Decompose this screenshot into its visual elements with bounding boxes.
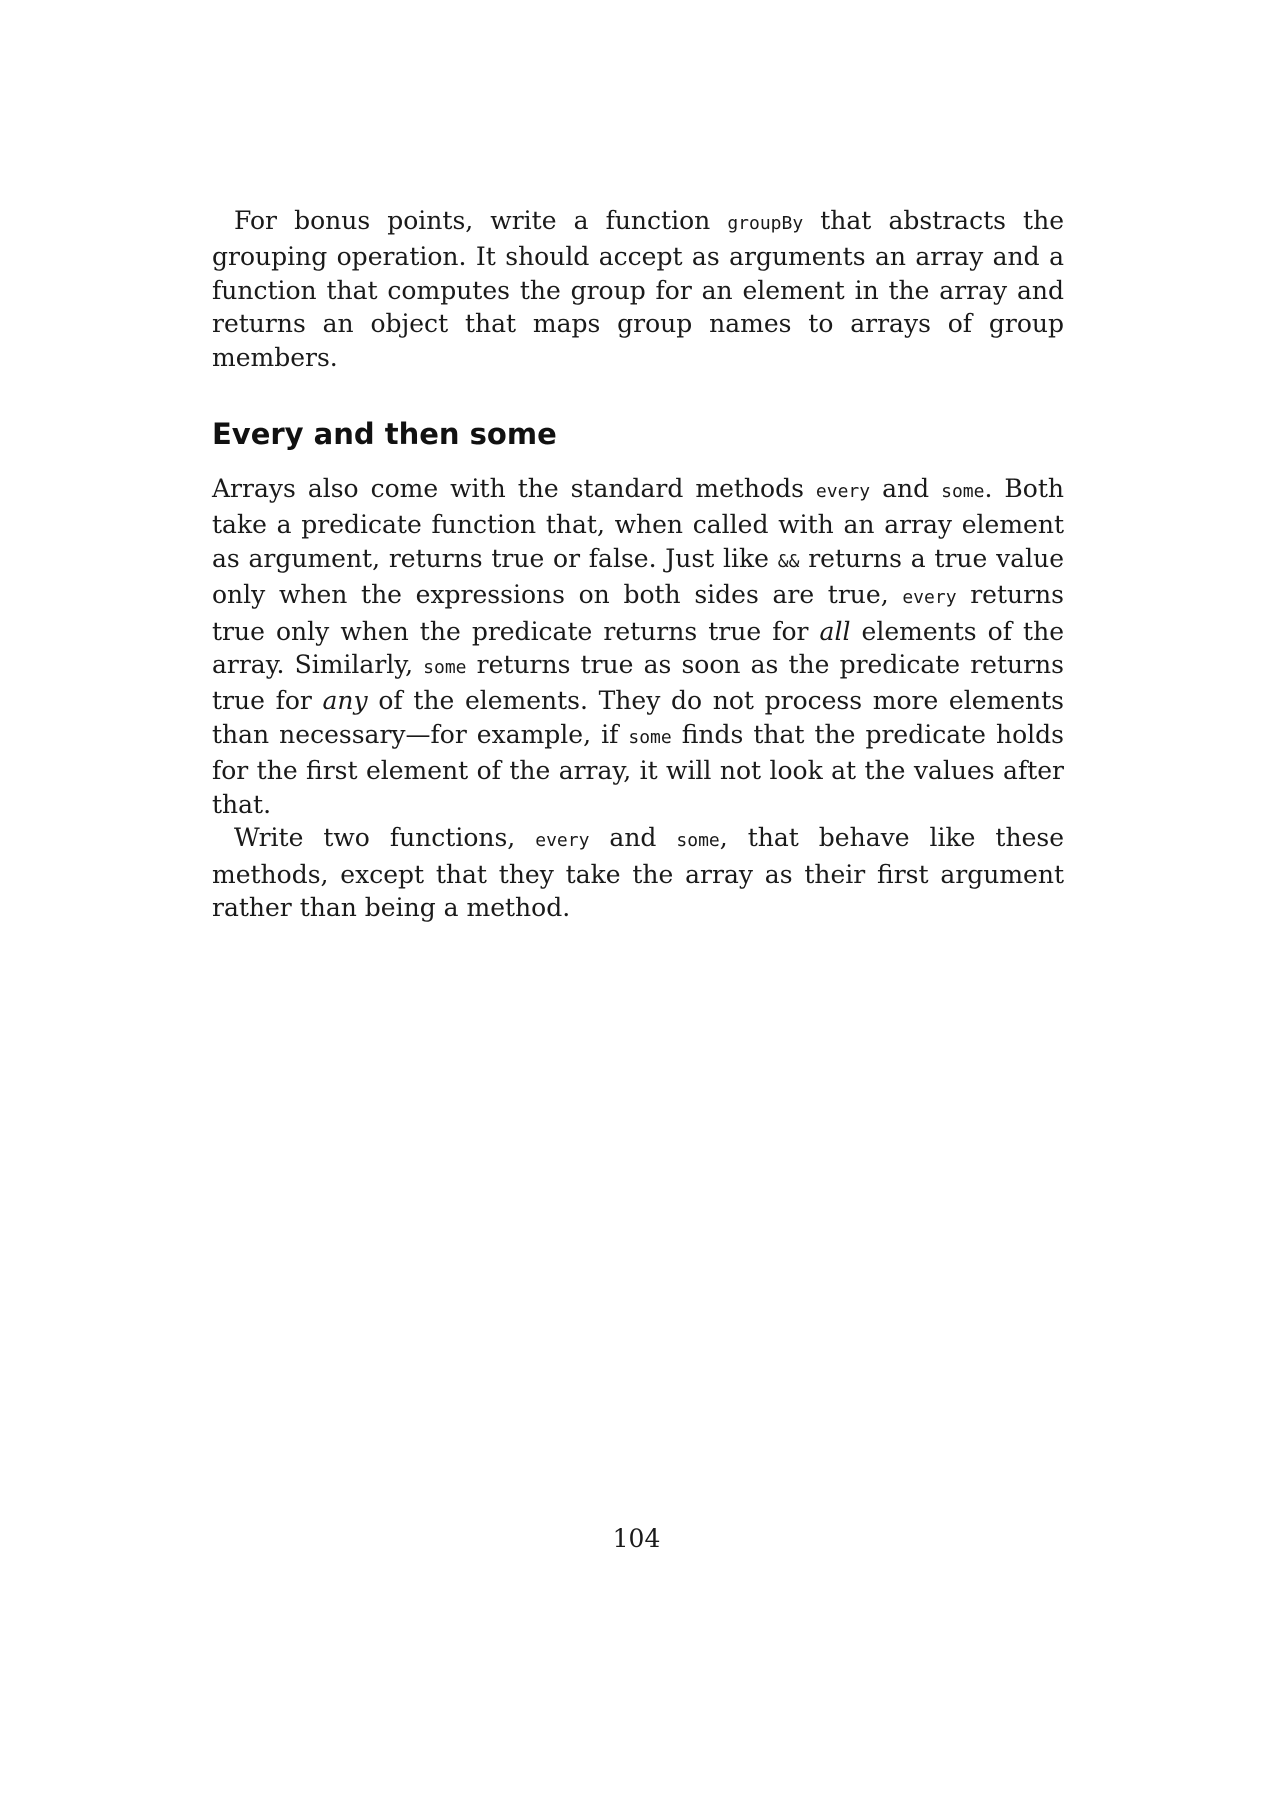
inline-code: every (815, 481, 871, 503)
page-number: 104 (612, 1524, 661, 1553)
inline-code: some (941, 481, 985, 503)
text-run: returns true only when the predicate returns true for (212, 580, 1064, 646)
emphasis: any (322, 686, 368, 716)
text-run: Arrays also come with the standard methods (212, 474, 816, 504)
section-heading: Every and then some (212, 417, 557, 452)
text-run: and (870, 474, 942, 504)
inline-code: && (777, 550, 800, 572)
paragraph-exercise (212, 821, 1064, 924)
inline-code: groupBy (727, 213, 804, 234)
text-run: returns a true value only when the expressions on both sides are true, (212, 543, 1064, 610)
text-run: and (589, 823, 677, 853)
inline-code: some (676, 830, 720, 852)
paragraph-every-some-intro (212, 472, 1064, 821)
emphasis: all (819, 616, 851, 646)
page-body (212, 204, 1064, 924)
paragraph-groupby (212, 204, 1064, 374)
text-run: For bonus points, write a function (234, 206, 728, 235)
text-run: returns true as soon as the predicate returns true for (212, 650, 1064, 716)
text-run: elements of the array. Similarly, (212, 616, 1064, 680)
text-run: . Both take a predicate function that, when called with an array element as argument, returns true or false. Just like (212, 474, 1065, 573)
text-run: that abstracts the grouping operation. It should accept as arguments an array and a function that computes the group for an element in the array and returns an object that maps group names to arrays of group members. (212, 206, 1064, 372)
text-run: Write two functions, (234, 823, 536, 853)
inline-code: every (535, 830, 590, 852)
inline-code: every (902, 587, 957, 609)
inline-code: some (628, 726, 672, 748)
text-run: of the elements. They do not process more elements than necessary—for example, if (212, 686, 1064, 749)
text-run: , that behave like these methods, except that they take the array as their first argument rather than being a method. (212, 823, 1064, 922)
text-run: finds that the predicate holds for the first element of the array, it will not look at the values after that. (212, 719, 1064, 819)
inline-code: some (423, 657, 467, 679)
